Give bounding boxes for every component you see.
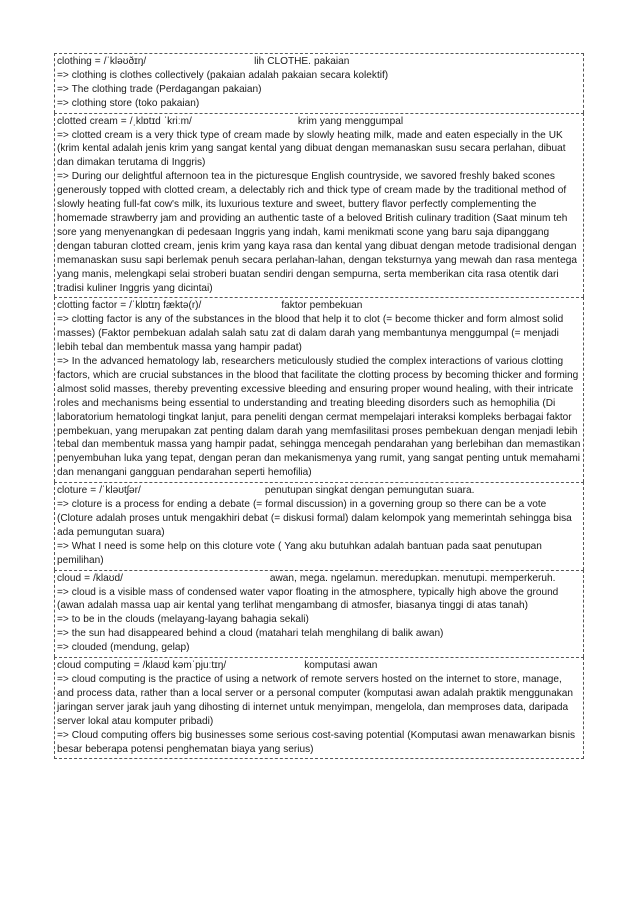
entry-line: => cloture is a process for ending a debate (= formal discussion) in a governing group so there can be a vote (Cloture adalah proses untuk mengakhiri debat (= diskusi formal) dalam kelompok yang memerintah sehingga bisa ada pemungutan suara) — [57, 499, 572, 538]
dictionary-entry — [54, 297, 584, 482]
entry-term: cloture = /ˈkləʊtʃər/ — [57, 485, 141, 497]
dictionary-entry — [54, 657, 584, 759]
entry-line: => In the advanced hematology lab, researchers meticulously studied the complex interactions of various clotting factors, which are crucial substances in the blood that facilitate the clotting process by becoming thicker and forming almost solid masses, thereby preventing excessive bleeding and ensuring proper wound healing, with their intricate roles and mechanisms being essential to understanding and treating bleeding disorders such as hemophilia (Di laboratorium hematologi tingkat lanjut, para peneliti dengan cermat mempelajari interaksi kompleks berbagai faktor pembekuan, yang merupakan zat penting dalam darah yang memfasilitasi proses pembekuan dengan menjadi lebih tebal dan membentuk massa yang hampir padat, sehingga mencegah pendarahan yang berlebihan dan memastikan penyembuhan luka yang tepat, dengan peran dan mekanismenya yang rumit, yang sangat penting untuk memahami dan menangani gangguan pendarahan seperti hemofilia) — [57, 356, 581, 479]
entry-line: => During our delightful afternoon tea in the picturesque English countryside, we savored freshly baked scones generously topped with clotted cream, a delectably rich and thick type of cream made by the traditional method of slowly heating full-fat cow's milk, its luxurious texture and sweet, buttery flavor perfectly complementing the homemade strawberry jam and providing an authentic taste of a beloved British culinary tradition (Saat minum teh sore yang menyenangkan di pedesaan Inggris yang indah, kami menikmati scone yang baru saja dipanggang dengan taburan clotted cream, jenis krim yang kaya rasa dan kental yang dibuat dengan metode tradisional dengan memanaskan susu sapi berlemak penuh secara perlahan-lahan, dengan teksturnya yang mewah dan rasa mentega yang manis, melengkapi selai stroberi buatan sendiri dengan sempurna, serta memberikan cita rasa otentik dari tradisi kuliner Inggris yang dicintai) — [57, 171, 577, 294]
entry-line: => the sun had disappeared behind a cloud (matahari telah menghilang di balik awan) — [57, 628, 444, 640]
entry-line: => clothing store (toko pakaian) — [57, 97, 200, 109]
entry-meaning: awan, mega. ngelamun. meredupkan. menutupi. memperkeruh. — [269, 572, 556, 584]
dictionary-page — [54, 53, 584, 759]
entry-line: => clouded (mendung, gelap) — [57, 642, 190, 654]
entry-meaning: penutupan singkat dengan pemungutan suara. — [264, 485, 475, 497]
entry-line: => cloud computing is the practice of using a network of remote servers hosted on the internet to store, manage, and process data, rather than a local server or a personal computer (komputasi awan adalah praktik menggunakan jaringan server jarak jauh yang dihosting di internet untuk menyimpan, mengelola, dan memproses data, daripada server lokal atau komputer pribadi) — [57, 673, 574, 727]
entry-headword-line — [57, 659, 581, 673]
entry-line: => The clothing trade (Perdagangan pakaian) — [57, 83, 262, 95]
entry-line: => What I need is some help on this cloture vote ( Yang aku butuhkan adalah bantuan pada saat penutupan pemilihan) — [57, 540, 542, 566]
entry-meaning: faktor pembekuan — [281, 300, 363, 312]
entry-line: => Cloud computing offers big businesses some serious cost-saving potential (Komputasi awan menawarkan bisnis besar beberapa potensi penghematan biaya yang serius) — [57, 729, 576, 755]
entry-meaning: komputasi awan — [304, 660, 378, 672]
entry-meaning: lih CLOTHE. pakaian — [254, 56, 350, 67]
entry-term: clothing = /ˈkləʊðɪŋ/ — [57, 56, 147, 67]
dictionary-entry — [54, 570, 584, 657]
entry-line: => clotting factor is any of the substances in the blood that help it to clot (= become thicker and form almost solid masses) (Faktor pembekuan adalah salah satu zat di dalam darah yang membantunya menggumpal (= menjadi lebih tebal dan membentuk massa yang hampir padat) — [57, 314, 564, 354]
entry-headword-line — [57, 572, 581, 586]
entry-term: cloud computing = /klaʊd kəmˈpjuːtɪŋ/ — [57, 660, 227, 672]
entry-headword-line — [57, 299, 581, 313]
dictionary-entry — [54, 53, 584, 113]
entry-line: => clotted cream is a very thick type of cream made by slowly heating milk, made and eaten especially in the UK (krim kental adalah jenis krim yang sangat kental yang dibuat dengan memanaskan susu secara perlahan, dibuat dan dimakan terutama di Inggris) — [57, 129, 566, 169]
entry-term: clotted cream = /ˌklɒtɪd ˈkriːm/ — [57, 115, 192, 127]
entry-headword-line — [57, 55, 581, 69]
entry-line: => clothing is clothes collectively (pakaian adalah pakaian secara kolektif) — [57, 69, 389, 81]
entry-line: => to be in the clouds (melayang-layang bahagia sekali) — [57, 614, 309, 626]
entry-line: => cloud is a visible mass of condensed water vapor floating in the atmosphere, typically high above the ground (awan adalah massa uap air kental yang terlihat mengambang di atmosfer, biasanya tinggi di atas tanah) — [57, 586, 559, 612]
dictionary-entry — [54, 113, 584, 298]
dictionary-entry — [54, 482, 584, 569]
entry-headword-line — [57, 484, 581, 498]
entry-headword-line — [57, 115, 581, 129]
entry-meaning: krim yang menggumpal — [297, 115, 404, 127]
entry-term: clotting factor = /ˈklɒtɪŋ fæktə(r)/ — [57, 300, 202, 312]
entry-term: cloud = /klaʊd/ — [57, 572, 123, 584]
